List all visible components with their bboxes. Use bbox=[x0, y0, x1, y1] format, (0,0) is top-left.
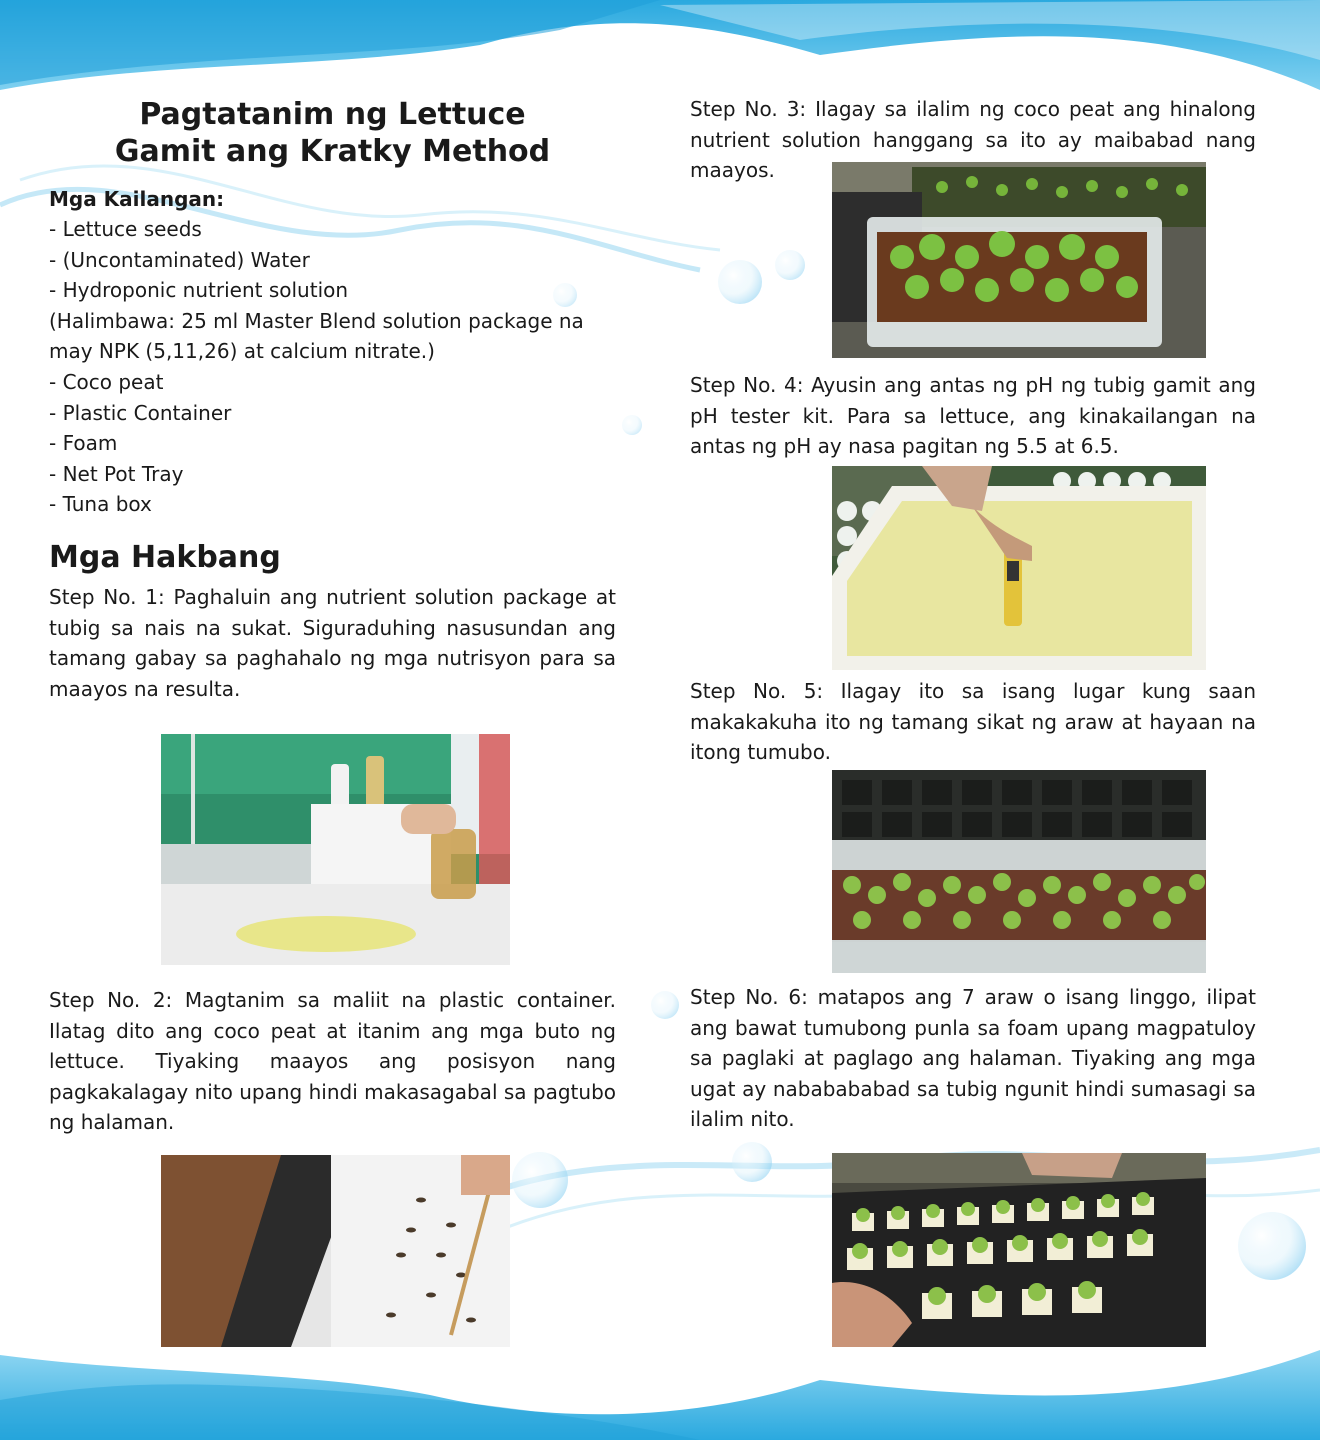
list-item: (Halimbawa: 25 ml Master Blend solution package na may NPK (5,11,26) at calcium nitrate.) bbox=[49, 308, 584, 364]
step-5-text: Step No. 5: Ilagay ito sa isang lugar kung saan makakakuha ito ng tamang sikat ng araw at hayaan na itong tumubo. bbox=[690, 679, 1256, 765]
step-2-block bbox=[49, 985, 616, 1138]
page-title bbox=[49, 96, 616, 170]
step-3-text: Step No. 3: Ilagay sa ilalim ng coco peat ang hinalong nutrient solution hanggang sa ito ay maibabad nang maayos. bbox=[690, 97, 1256, 183]
step-6-text: Step No. 6: matapos ang 7 araw o isang linggo, ilipat ang bawat tumubong punla sa foam upang magpatuloy sa paglaki at paglago ang halaman. Tiyaking ang mga ugat ay nababababad sa tubig ngunit hindi sumasagi sa ilalim nito. bbox=[690, 985, 1256, 1132]
step-6-photo bbox=[832, 1153, 1206, 1347]
step-4-text: Step No. 4: Ayusin ang antas ng pH ng tubig gamit ang pH tester kit. Para sa lettuce, ang kinakailangan na antas ng pH ay nasa pagitan ng 5.5 at 6.5. bbox=[690, 373, 1256, 459]
step-6-block bbox=[690, 982, 1256, 1135]
list-item: - Plastic Container bbox=[49, 400, 232, 425]
materials-list bbox=[49, 214, 616, 520]
step-1-text: Step No. 1: Paghaluin ang nutrient solution package at tubig sa nais na sukat. Siguraduhing nasusundan ang tamang gabay sa paghahalo ng mga nutrisyon para sa maayos na resulta. bbox=[49, 584, 616, 701]
step-1-photo bbox=[161, 734, 510, 965]
step-5-block bbox=[690, 676, 1256, 768]
step-4-photo bbox=[832, 466, 1206, 670]
list-item: - Hydroponic nutrient solution bbox=[49, 278, 349, 303]
list-item: - Coco peat bbox=[49, 369, 164, 394]
list-item: - Foam bbox=[49, 431, 118, 456]
materials-heading: Mga Kailangan: bbox=[49, 187, 225, 211]
list-item: - Net Pot Tray bbox=[49, 461, 184, 486]
step-2-text: Step No. 2: Magtanim sa maliit na plastic container. Ilatag dito ang coco peat at itanim ang mga buto ng lettuce. Tiyaking maayos ang posisyon nang pagkakalagay nito upang hindi makasagabal sa pagtubo ng halaman. bbox=[49, 988, 616, 1135]
steps-heading: Mga Hakbang bbox=[49, 539, 281, 575]
list-item: - Tuna box bbox=[49, 492, 152, 517]
title-line-2: Gamit ang Kratky Method bbox=[114, 134, 551, 169]
list-item: - (Uncontaminated) Water bbox=[49, 247, 310, 272]
left-column bbox=[49, 96, 616, 704]
title-line-1: Pagtatanim ng Lettuce bbox=[139, 97, 526, 132]
list-item: - Lettuce seeds bbox=[49, 217, 202, 241]
step-5-photo bbox=[832, 770, 1206, 973]
step-4-block bbox=[690, 370, 1256, 462]
step-2-photo bbox=[161, 1155, 510, 1347]
step-3-photo bbox=[832, 162, 1206, 358]
